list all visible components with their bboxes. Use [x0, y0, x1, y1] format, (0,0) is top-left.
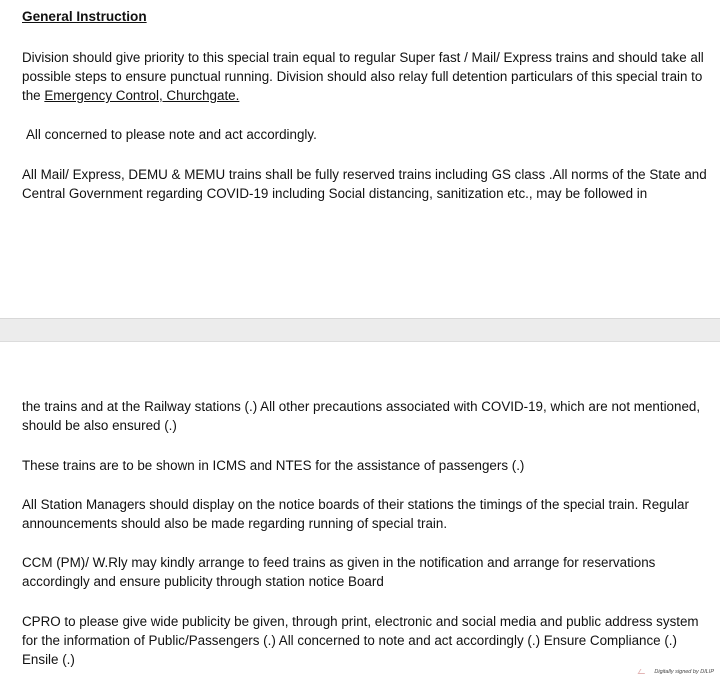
- icms-ntes-paragraph: These trains are to be shown in ICMS and NTES for the assistance of passengers (.): [22, 458, 525, 473]
- note-paragraph: All concerned to please note and act accordingly.: [26, 127, 317, 142]
- emergency-control-link-text: Emergency Control, Churchgate.: [44, 88, 240, 103]
- document-page-1: [0, 0, 720, 318]
- signature-mark-icon: [638, 669, 648, 674]
- station-managers-paragraph: All Station Managers should display on the notice boards of their stations the timings of the special train. Regular announcements should also be made regarding running of special train.: [22, 497, 689, 531]
- page-separator: [0, 318, 720, 342]
- digital-signature-note: Digitally signed by DILIP: [654, 669, 714, 675]
- priority-text: Division should give priority to this special train equal to regular Super fast / Mail/ Express trains and should take all possible steps to ensure punctual running. Division should also relay full detention particulars of this special train to the: [22, 50, 704, 103]
- precautions-paragraph: the trains and at the Railway stations (.) All other precautions associated with COVID-19, which are not mentioned, should be also ensured (.): [22, 399, 701, 433]
- covid-norms-paragraph: All Mail/ Express, DEMU & MEMU trains shall be fully reserved trains including GS class .All norms of the State and Central Government regarding COVID-19 including Social distancing, sanitization etc., may be followed in: [22, 167, 707, 201]
- document-page-2: [0, 342, 720, 678]
- cpro-paragraph: CPRO to please give wide publicity be given, through print, electronic and social media and public address system for the information of Public/Passengers (.) All concerned to note and act accordingly (.) Ensure Compliance (.) Ensile (.): [22, 614, 699, 667]
- priority-paragraph: [22, 48, 712, 105]
- section-heading: General Instruction: [22, 9, 147, 24]
- ccm-paragraph: CCM (PM)/ W.Rly may kindly arrange to feed trains as given in the notification and arrange for reservations accordingly and ensure publicity through station notice Board: [22, 555, 656, 589]
